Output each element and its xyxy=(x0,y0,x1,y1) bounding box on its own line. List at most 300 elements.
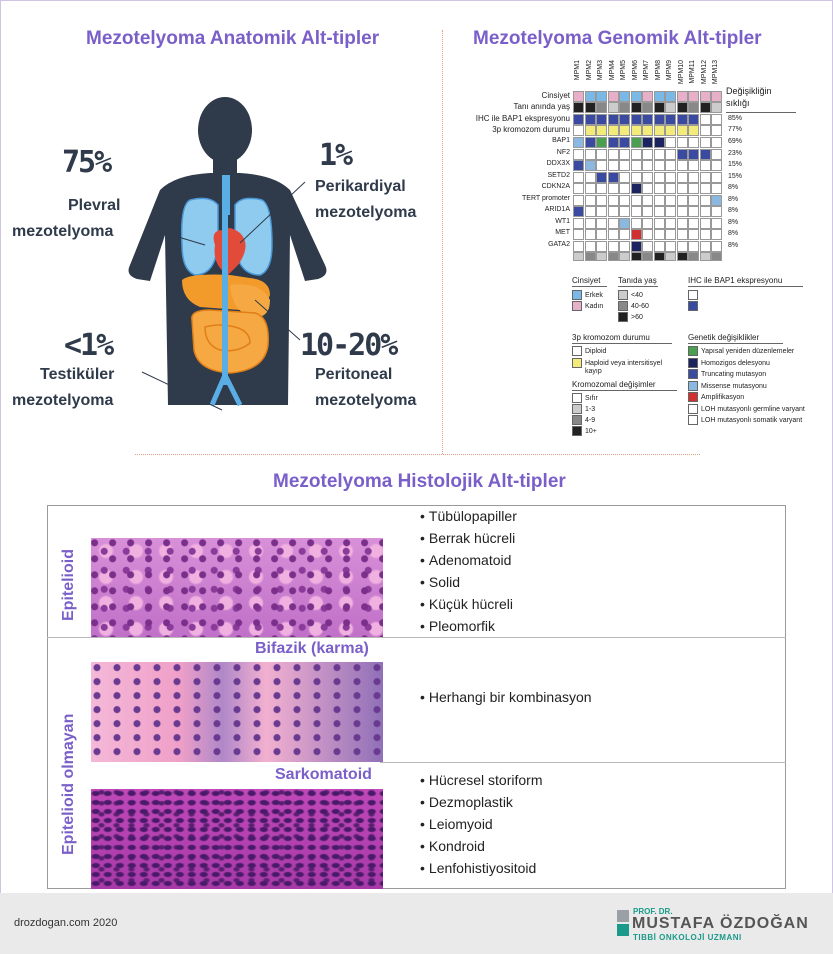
cell-r10-c10 xyxy=(688,206,699,217)
pleural-label-line2: mezotelyoma xyxy=(12,223,114,240)
legend-gen-title: Genetik değişiklikler xyxy=(688,333,760,342)
cell-r13-c11 xyxy=(700,241,711,252)
histology-separator-2 xyxy=(380,762,786,763)
cell-r2-c5 xyxy=(631,114,642,125)
cell-r8-c6 xyxy=(642,183,653,194)
row-pct-5: 23% xyxy=(728,150,743,157)
cell-r6-c11 xyxy=(700,160,711,171)
cell-r10-c5 xyxy=(631,206,642,217)
cell-r10-c8 xyxy=(665,206,676,217)
cell-r11-c9 xyxy=(677,218,688,229)
cell-r5-c9 xyxy=(677,149,688,160)
cell-r5-c4 xyxy=(619,149,630,160)
cell-r7-c0 xyxy=(573,172,584,183)
cell-r6-c6 xyxy=(642,160,653,171)
cell-r9-c0 xyxy=(573,195,584,206)
cell-r1-c10 xyxy=(688,102,699,113)
cell-r12-c11 xyxy=(700,229,711,240)
cell-r7-c4 xyxy=(619,172,630,183)
cell-r2-c1 xyxy=(585,114,596,125)
cell-r12-c0 xyxy=(573,229,584,240)
epithelioid_items-0: • Tübülopapiller xyxy=(420,505,517,527)
row-label-8: CDKN2A xyxy=(541,183,570,190)
cell-r0-c7 xyxy=(654,91,665,102)
sample-label-1: MPM1 xyxy=(574,60,581,81)
cell-r12-c3 xyxy=(608,229,619,240)
cell-r6-c9 xyxy=(677,160,688,171)
chrchg-strip-c3 xyxy=(608,252,619,261)
histology-title: Mezotelyoma Histolojik Alt-tipler xyxy=(273,471,566,492)
cell-r2-c12 xyxy=(711,114,722,125)
cell-r3-c6 xyxy=(642,125,653,136)
cell-r5-c7 xyxy=(654,149,665,160)
cell-r11-c1 xyxy=(585,218,596,229)
biphasic-tissue-image xyxy=(91,662,383,762)
epithelioid_items-3: • Solid xyxy=(420,571,460,593)
cell-r0-c5 xyxy=(631,91,642,102)
cell-r8-c1 xyxy=(585,183,596,194)
sample-label-13: MPM13 xyxy=(712,60,719,85)
cell-r8-c0 xyxy=(573,183,584,194)
cell-r5-c2 xyxy=(596,149,607,160)
row-label-9: TERT promoter xyxy=(522,195,570,202)
cell-r7-c3 xyxy=(608,172,619,183)
legend-chrchg2: 4-9 xyxy=(585,417,596,424)
chrchg-strip-c11 xyxy=(700,252,711,261)
row-pct-2: 85% xyxy=(728,115,743,122)
cell-r11-c8 xyxy=(665,218,676,229)
pericardial-label-line1: Perikardiyal xyxy=(315,178,406,195)
legend-chrchg0: Sıfır xyxy=(585,395,598,402)
cell-r7-c8 xyxy=(665,172,676,183)
genomic-oncoprint xyxy=(446,60,831,440)
row-pct-7: 15% xyxy=(728,173,743,180)
legend-chrchg0-swatch xyxy=(572,393,582,403)
legend-male: Erkek xyxy=(585,292,603,299)
cell-r10-c6 xyxy=(642,206,653,217)
cell-r10-c9 xyxy=(677,206,688,217)
cell-r10-c1 xyxy=(585,206,596,217)
chrchg-strip-c9 xyxy=(677,252,688,261)
cell-r2-c9 xyxy=(677,114,688,125)
cell-r0-c9 xyxy=(677,91,688,102)
cell-r3-c4 xyxy=(619,125,630,136)
legend-gen-rule xyxy=(688,343,783,344)
sarcomatoid_items-1: • Dezmoplastik xyxy=(420,791,513,813)
legend-diploid: Diploid xyxy=(585,348,607,355)
cell-r3-c2 xyxy=(596,125,607,136)
cell-r7-c2 xyxy=(596,172,607,183)
row-pct-8: 8% xyxy=(728,184,739,191)
cell-r1-c2 xyxy=(596,102,607,113)
cell-r4-c9 xyxy=(677,137,688,148)
cell-r3-c9 xyxy=(677,125,688,136)
legend-gen-0: Yapısal yeniden düzenlemeler xyxy=(701,348,795,355)
cell-r13-c12 xyxy=(711,241,722,252)
cell-r12-c6 xyxy=(642,229,653,240)
legend-chr-title: 3p kromozom durumu xyxy=(572,333,650,342)
cell-r1-c5 xyxy=(631,102,642,113)
sample-label-11: MPM11 xyxy=(689,60,696,84)
legend-gen-2: Truncating mutasyon xyxy=(701,371,767,378)
cell-r13-c5 xyxy=(631,241,642,252)
pleural-label-line1: Plevral xyxy=(68,197,121,214)
cell-r4-c10 xyxy=(688,137,699,148)
cell-r3-c1 xyxy=(585,125,596,136)
cell-r3-c12 xyxy=(711,125,722,136)
cell-r4-c0 xyxy=(573,137,584,148)
cell-r4-c7 xyxy=(654,137,665,148)
cell-r13-c6 xyxy=(642,241,653,252)
cell-r8-c11 xyxy=(700,183,711,194)
cell-r9-c10 xyxy=(688,195,699,206)
cell-r6-c3 xyxy=(608,160,619,171)
legend-ihc-neg-swatch xyxy=(688,301,698,311)
histology-separator-1 xyxy=(47,637,786,638)
cell-r4-c6 xyxy=(642,137,653,148)
cell-r13-c10 xyxy=(688,241,699,252)
cell-r4-c5 xyxy=(631,137,642,148)
sample-label-12: MPM12 xyxy=(700,60,708,85)
cell-r7-c5 xyxy=(631,172,642,183)
cell-r4-c8 xyxy=(665,137,676,148)
sample-label-8: MPM8 xyxy=(654,60,662,81)
cell-r8-c5 xyxy=(631,183,642,194)
cell-r8-c7 xyxy=(654,183,665,194)
legend-gen-3: Missense mutasyonu xyxy=(701,382,767,390)
legend-age2-swatch xyxy=(618,301,628,311)
cell-r12-c9 xyxy=(677,229,688,240)
non-epithelioid-label: Epitelioid olmayan xyxy=(60,713,77,855)
row-pct-13: 8% xyxy=(728,242,739,249)
footer-site: drozdogan.com 2020 xyxy=(14,917,118,929)
cell-r5-c0 xyxy=(573,149,584,160)
row-label-5: NF2 xyxy=(556,149,570,156)
sample-label-4: MPM4 xyxy=(608,60,616,81)
cell-r5-c6 xyxy=(642,149,653,160)
cell-r6-c4 xyxy=(619,160,630,171)
legend-chrchg-rule xyxy=(572,390,677,391)
cell-r13-c0 xyxy=(573,241,584,252)
cell-r6-c0 xyxy=(573,160,584,171)
legend-chrchg3-swatch xyxy=(572,426,582,436)
row-label-6: DDX3X xyxy=(546,160,570,167)
cell-r11-c7 xyxy=(654,218,665,229)
epithelioid-label: Epitelioid xyxy=(60,549,77,621)
testicular-percent: <1% xyxy=(64,328,113,363)
cell-r3-c8 xyxy=(665,125,676,136)
sarcomatoid-tissue-image xyxy=(91,789,383,889)
cell-r9-c8 xyxy=(665,195,676,206)
cell-r4-c12 xyxy=(711,137,722,148)
legend-haploid: Haploid veya intersitisyel kayıp xyxy=(585,360,663,375)
cell-r12-c12 xyxy=(711,229,722,240)
cell-r1-c7 xyxy=(654,102,665,113)
legend-female: Kadın xyxy=(585,303,604,310)
legend-gen-swatch-1 xyxy=(688,358,698,368)
cell-r5-c12 xyxy=(711,149,722,160)
row-pct-11: 8% xyxy=(728,219,739,226)
legend-age3-swatch xyxy=(618,312,628,322)
cell-r1-c9 xyxy=(677,102,688,113)
cell-r2-c0 xyxy=(573,114,584,125)
cell-r10-c12 xyxy=(711,206,722,217)
row-pct-4: 69% xyxy=(728,138,743,145)
row-label-0: Cinsiyet xyxy=(541,91,570,100)
cell-r5-c1 xyxy=(585,149,596,160)
cell-r6-c12 xyxy=(711,160,722,171)
cell-r11-c11 xyxy=(700,218,711,229)
anatomy-title: Mezotelyoma Anatomik Alt-tipler xyxy=(86,28,380,49)
genomic-title: Mezotelyoma Genomik Alt-tipler xyxy=(473,28,762,49)
cell-r0-c0 xyxy=(573,91,584,102)
row-pct-9: 8% xyxy=(728,196,739,203)
chrchg-strip-c12 xyxy=(711,252,722,261)
cell-r11-c4 xyxy=(619,218,630,229)
chrchg-strip-c7 xyxy=(654,252,665,261)
chrchg-strip-c10 xyxy=(688,252,699,261)
legend-age1: <40 xyxy=(631,292,643,299)
cell-r1-c3 xyxy=(608,102,619,113)
cell-r2-c10 xyxy=(688,114,699,125)
cell-r7-c11 xyxy=(700,172,711,183)
cell-r12-c1 xyxy=(585,229,596,240)
row-label-2: IHC ile BAP1 ekspresyonu xyxy=(475,114,570,123)
cell-r9-c9 xyxy=(677,195,688,206)
row-label-10: ARID1A xyxy=(544,206,570,213)
cell-r3-c10 xyxy=(688,125,699,136)
sarcomatoid_items-2: • Leiomyoid xyxy=(420,813,493,835)
cell-r7-c6 xyxy=(642,172,653,183)
cell-r1-c11 xyxy=(700,102,711,113)
legend-gen-1: Homozigos delesyonu xyxy=(701,359,770,367)
cell-r13-c9 xyxy=(677,241,688,252)
cell-r9-c12 xyxy=(711,195,722,206)
legend-gen-4: Amplifikasyon xyxy=(701,394,745,401)
legend-chr-rule xyxy=(572,343,672,344)
sarcomatoid-label: Sarkomatoid xyxy=(275,766,372,783)
cell-r0-c12 xyxy=(711,91,722,102)
cell-r1-c12 xyxy=(711,102,722,113)
epithelioid_items-1: • Berrak hücreli xyxy=(420,527,515,549)
cell-r1-c8 xyxy=(665,102,676,113)
sample-label-6: MPM6 xyxy=(631,60,639,81)
cell-r12-c4 xyxy=(619,229,630,240)
sample-label-10: MPM10 xyxy=(677,60,685,85)
legend-chrchg-title: Kromozomal değişimler xyxy=(572,380,656,389)
cell-r0-c2 xyxy=(596,91,607,102)
cell-r13-c1 xyxy=(585,241,596,252)
cell-r4-c11 xyxy=(700,137,711,148)
row-pct-10: 8% xyxy=(728,207,739,214)
cell-r11-c0 xyxy=(573,218,584,229)
cell-r11-c3 xyxy=(608,218,619,229)
cell-r2-c8 xyxy=(665,114,676,125)
legend-diploid-swatch xyxy=(572,346,582,356)
legend-female-swatch xyxy=(572,301,582,311)
cell-r6-c1 xyxy=(585,160,596,171)
cell-r0-c10 xyxy=(688,91,699,102)
legend-gen-swatch-6 xyxy=(688,415,698,425)
testicular-label-line1: Testiküler xyxy=(40,366,115,383)
legend-gen-swatch-4 xyxy=(688,392,698,402)
cell-r5-c11 xyxy=(700,149,711,160)
biphasic-label: Bifazik (karma) xyxy=(255,640,369,657)
legend-chrchg1: 1-3 xyxy=(585,406,596,413)
cell-r9-c5 xyxy=(631,195,642,206)
row-label-1: Tanı anında yaş xyxy=(513,102,570,111)
cell-r2-c4 xyxy=(619,114,630,125)
cell-r3-c3 xyxy=(608,125,619,136)
freq-header-line2: sıklığı xyxy=(726,98,750,108)
cell-r8-c10 xyxy=(688,183,699,194)
cell-r9-c7 xyxy=(654,195,665,206)
row-label-3: 3p kromozom durumu xyxy=(492,125,570,134)
cell-r9-c4 xyxy=(619,195,630,206)
cell-r3-c5 xyxy=(631,125,642,136)
cell-r6-c5 xyxy=(631,160,642,171)
cell-r9-c11 xyxy=(700,195,711,206)
legend-gen-swatch-5 xyxy=(688,404,698,414)
row-label-13: GATA2 xyxy=(548,241,570,248)
cell-r12-c7 xyxy=(654,229,665,240)
sarcomatoid_items-3: • Kondroid xyxy=(420,835,485,857)
chrchg-strip-c6 xyxy=(642,252,653,261)
cell-r2-c7 xyxy=(654,114,665,125)
legend-ihc-rule xyxy=(688,286,803,287)
cell-r3-c7 xyxy=(654,125,665,136)
cell-r9-c2 xyxy=(596,195,607,206)
logo-name: MUSTAFA ÖZDOĞAN xyxy=(632,915,809,932)
cell-r13-c3 xyxy=(608,241,619,252)
cell-r1-c6 xyxy=(642,102,653,113)
cell-r12-c2 xyxy=(596,229,607,240)
cell-r0-c4 xyxy=(619,91,630,102)
cell-r5-c5 xyxy=(631,149,642,160)
cell-r9-c6 xyxy=(642,195,653,206)
chrchg-strip-c2 xyxy=(596,252,607,261)
cell-r10-c4 xyxy=(619,206,630,217)
logo-subtitle: TIBBİ ONKOLOJİ UZMANI xyxy=(633,933,742,942)
row-label-12: MET xyxy=(555,229,570,236)
cell-r0-c8 xyxy=(665,91,676,102)
legend-chrchg2-swatch xyxy=(572,415,582,425)
sarcomatoid_items-4: • Lenfohistiyositoid xyxy=(420,857,536,879)
epithelioid_items-5: • Pleomorfik xyxy=(420,615,495,637)
cell-r2-c6 xyxy=(642,114,653,125)
cell-r2-c2 xyxy=(596,114,607,125)
cell-r9-c1 xyxy=(585,195,596,206)
legend-age-rule xyxy=(618,286,658,287)
chrchg-strip-c8 xyxy=(665,252,676,261)
cell-r7-c9 xyxy=(677,172,688,183)
cell-r6-c8 xyxy=(665,160,676,171)
cell-r2-c3 xyxy=(608,114,619,125)
cell-r11-c5 xyxy=(631,218,642,229)
row-pct-3: 77% xyxy=(728,126,743,133)
cell-r7-c7 xyxy=(654,172,665,183)
cell-r10-c7 xyxy=(654,206,665,217)
sample-label-2: MPM2 xyxy=(585,60,593,81)
peritoneal-label-line1: Peritoneal xyxy=(315,366,393,383)
legend-gen-swatch-0 xyxy=(688,346,698,356)
cell-r6-c7 xyxy=(654,160,665,171)
cell-r8-c3 xyxy=(608,183,619,194)
legend-gen-swatch-2 xyxy=(688,369,698,379)
cell-r12-c8 xyxy=(665,229,676,240)
row-label-4: BAP1 xyxy=(552,137,570,144)
cell-r8-c12 xyxy=(711,183,722,194)
cell-r11-c12 xyxy=(711,218,722,229)
chrchg-strip-c4 xyxy=(619,252,630,261)
cell-r1-c0 xyxy=(573,102,584,113)
cell-r5-c10 xyxy=(688,149,699,160)
cell-r0-c11 xyxy=(700,91,711,102)
cell-r5-c8 xyxy=(665,149,676,160)
cell-r10-c0 xyxy=(573,206,584,217)
cell-r10-c3 xyxy=(608,206,619,217)
cell-r7-c1 xyxy=(585,172,596,183)
epithelioid_items-2: • Adenomatoid xyxy=(420,549,511,571)
cell-r0-c3 xyxy=(608,91,619,102)
cell-r11-c6 xyxy=(642,218,653,229)
legend-gen-swatch-3 xyxy=(688,381,698,391)
cell-r0-c1 xyxy=(585,91,596,102)
epithelioid_items-4: • Küçük hücreli xyxy=(420,593,513,615)
cell-r12-c5 xyxy=(631,229,642,240)
cell-r4-c3 xyxy=(608,137,619,148)
cell-r1-c4 xyxy=(619,102,630,113)
cell-r8-c2 xyxy=(596,183,607,194)
cell-r7-c10 xyxy=(688,172,699,183)
legend-age1-swatch xyxy=(618,290,628,300)
cell-r5-c3 xyxy=(608,149,619,160)
cell-r11-c10 xyxy=(688,218,699,229)
cell-r10-c11 xyxy=(700,206,711,217)
cell-r10-c2 xyxy=(596,206,607,217)
cell-r13-c8 xyxy=(665,241,676,252)
cell-r0-c6 xyxy=(642,91,653,102)
cell-r7-c12 xyxy=(711,172,722,183)
cell-r13-c4 xyxy=(619,241,630,252)
legend-male-swatch xyxy=(572,290,582,300)
legend-chrchg1-swatch xyxy=(572,404,582,414)
cell-r12-c10 xyxy=(688,229,699,240)
chrchg-strip-c1 xyxy=(585,252,596,261)
row-label-11: WT1 xyxy=(555,218,570,225)
legend-ihc-title: IHC ile BAP1 ekspresyonu xyxy=(688,276,783,285)
pericardial-percent: 1% xyxy=(319,138,352,173)
cell-r9-c3 xyxy=(608,195,619,206)
cell-r6-c2 xyxy=(596,160,607,171)
peritoneal-percent: 10-20% xyxy=(300,328,397,363)
cell-r2-c11 xyxy=(700,114,711,125)
legend-age-title: Tanıda yaş xyxy=(618,276,657,285)
pleural-percent: 75% xyxy=(62,145,111,180)
legend-gen-6: LOH mutasyonlı somatik varyant xyxy=(701,417,803,424)
row-label-7: SETD2 xyxy=(547,172,570,179)
pericardial-label-line2: mezotelyoma xyxy=(315,204,417,221)
sample-label-3: MPM3 xyxy=(597,60,604,81)
chrchg-strip-c0 xyxy=(573,252,584,261)
freq-header-rule xyxy=(726,112,796,113)
row-pct-6: 15% xyxy=(728,161,743,168)
cell-r8-c8 xyxy=(665,183,676,194)
legend-haploid-swatch xyxy=(572,358,582,368)
testicular-label-line2: mezotelyoma xyxy=(12,392,114,409)
cell-r3-c11 xyxy=(700,125,711,136)
legend-gen-5: LOH mutasyonlı germline varyant xyxy=(701,405,805,413)
